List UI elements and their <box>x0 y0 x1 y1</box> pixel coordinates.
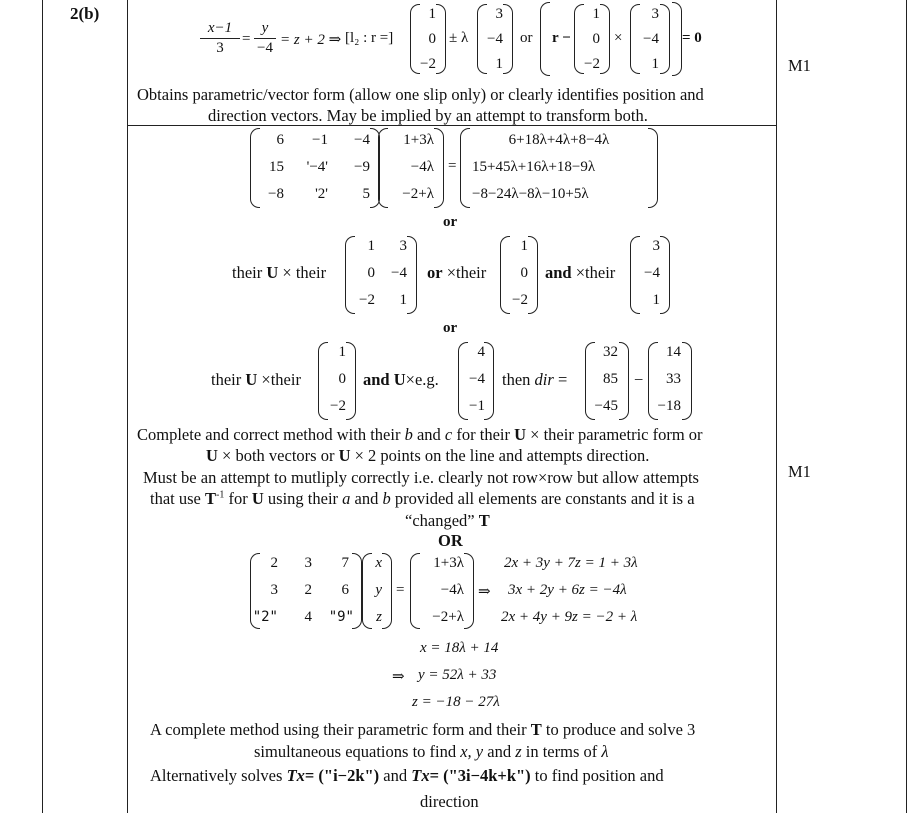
matrix-cell: 15 <box>269 159 284 175</box>
vec-cell: −2 <box>330 398 346 414</box>
or-text-2: or <box>443 320 458 336</box>
or-text: or <box>520 30 533 46</box>
bracket-left <box>410 553 420 629</box>
matrix-cell: 3 <box>304 555 312 571</box>
matrix-cell: −1 <box>312 132 328 148</box>
equation-1: 2x + 3y + 7z = 1 + 3λ <box>504 555 638 571</box>
bracket-right <box>382 553 392 629</box>
vec-cell: −4λ <box>410 159 434 175</box>
table-border-left <box>42 0 43 813</box>
final-text-4: direction <box>420 792 479 811</box>
matrix-cell: −2 <box>359 292 375 308</box>
matrix-cell: −8 <box>268 186 284 202</box>
vec-cell: 1+3λ <box>403 132 434 148</box>
vec-cell: 1 <box>651 56 659 72</box>
vec-cell: z <box>376 609 382 625</box>
bracket-right <box>672 2 682 76</box>
matrix-cell: −9 <box>354 159 370 175</box>
text: provided all elements are constants and it is a <box>394 489 695 508</box>
note-line-1: Obtains parametric/vector form (allow one slip only) or clearly identifies position and <box>137 85 704 104</box>
fraction-x <box>200 20 240 57</box>
equation-rest: = z + 2 ⇒ <box>280 32 342 48</box>
bracket-right <box>484 342 494 420</box>
bracket-left <box>378 128 388 208</box>
vector-expr: = ("i−2k") <box>304 766 380 785</box>
final-text-2 <box>254 742 609 762</box>
bracket-right <box>600 4 610 74</box>
bracket-left <box>345 236 355 314</box>
matrix-cell: 7 <box>341 555 349 571</box>
param-vector <box>378 128 444 208</box>
mark-2: M1 <box>788 462 811 481</box>
bracket-right <box>434 128 444 208</box>
bold-u: U <box>393 370 406 389</box>
implies-sign: ⇒ <box>392 669 405 685</box>
or-heading: OR <box>438 531 463 550</box>
bracket-right <box>660 4 670 74</box>
table-border-right <box>906 0 907 813</box>
result-vector <box>460 128 658 208</box>
vec-cell: 0 <box>338 371 346 387</box>
final-text-3 <box>150 766 664 786</box>
their-u-their-2 <box>211 370 301 390</box>
text: ×their <box>261 370 301 389</box>
bold-u: U <box>206 446 218 465</box>
text: ×e.g. <box>405 370 439 389</box>
matrix-cell: 4 <box>304 609 312 625</box>
matrix-cell: 3 <box>270 582 278 598</box>
bracket-right <box>503 4 513 74</box>
vector-c <box>458 342 494 420</box>
matrix-cell: 6 <box>276 132 284 148</box>
table-divider-marks <box>776 0 777 813</box>
frac-den: 3 <box>216 40 224 56</box>
bracket-left <box>540 2 550 76</box>
text: simultaneous equations to find <box>254 742 457 761</box>
var-z: z <box>515 742 522 761</box>
plus-minus-lambda: ± λ <box>449 30 469 46</box>
note-line-2: direction vectors. May be implied by an attempt to transform both. <box>208 106 648 125</box>
vec-cell: 1 <box>652 292 660 308</box>
bracket-left <box>500 236 510 314</box>
vars-xy: x, y <box>460 742 484 761</box>
param-vector-2 <box>410 553 474 629</box>
solution-x: x = 18λ + 14 <box>420 640 499 656</box>
vec-cell: −18 <box>657 398 681 414</box>
bracket-left <box>585 342 595 420</box>
position-vector <box>410 4 446 74</box>
frac-bar <box>254 38 276 39</box>
text: Alternatively solves <box>150 766 283 785</box>
text: ×their <box>575 263 616 282</box>
vec-cell: 3 <box>652 238 660 254</box>
vec-cell: −1 <box>469 398 485 414</box>
vec-cell: 1+3λ <box>433 555 464 571</box>
equals-sign: = <box>396 582 405 598</box>
vector-expr: = ("3i−4k+k") <box>429 766 531 785</box>
bold-t: T <box>530 720 542 739</box>
solution-y: y = 52λ + 33 <box>418 667 497 683</box>
text: A complete method using their parametric form and their <box>150 720 527 739</box>
their-u-their <box>232 263 326 283</box>
or-their <box>427 263 486 283</box>
bracket-right <box>346 342 356 420</box>
text: for <box>228 489 248 508</box>
matrix-t <box>250 128 380 208</box>
equals-sign: = <box>448 158 457 174</box>
tx: Tx <box>411 766 430 785</box>
vector-e <box>648 342 692 420</box>
vec-cell: −45 <box>594 398 618 414</box>
text: then <box>502 370 531 389</box>
equation-3: 2x + 4y + 9z = −2 + λ <box>501 609 638 625</box>
bracket-left <box>410 4 420 74</box>
direction-vector <box>477 4 513 74</box>
text: to find position and <box>534 766 664 785</box>
lambda: λ <box>601 742 609 761</box>
vec-cell: −2 <box>420 56 436 72</box>
matrix-cell: 3 <box>399 238 407 254</box>
solution-z: z = −18 − 27λ <box>412 694 500 710</box>
and-text: and <box>363 370 390 389</box>
vec-cell: 1 <box>520 238 528 254</box>
minus-sign: − <box>634 370 644 389</box>
matrix-cell: '2' <box>315 186 328 202</box>
text: × both vectors or <box>222 446 335 465</box>
matrix-cell: "2" <box>252 609 278 625</box>
and-their <box>545 263 615 283</box>
vec-cell: 85 <box>603 371 618 387</box>
bracket-left <box>362 553 372 629</box>
text: that use <box>150 489 201 508</box>
bracket-right <box>660 236 670 314</box>
method-text-5 <box>405 511 490 531</box>
vec-cell: 15+45λ+16λ+18−9λ <box>472 159 596 175</box>
var-c: c <box>444 425 453 444</box>
matrix-cell: '−4' <box>306 159 328 175</box>
vec-cell: −4 <box>643 31 659 47</box>
bracket-right <box>464 553 474 629</box>
bracket-right <box>528 236 538 314</box>
equals: = <box>557 370 568 389</box>
bracket-right <box>407 236 417 314</box>
vec-cell: 1 <box>592 6 600 22</box>
line-label: [l₂ : r =] <box>345 30 394 46</box>
times-sign: × <box>614 30 623 46</box>
frac-num: y <box>261 20 269 36</box>
vec-cell: 0 <box>428 31 436 47</box>
text: to produce and solve 3 <box>545 720 696 739</box>
equation-2: 3x + 2y + 6z = −4λ <box>508 582 627 598</box>
text: × their <box>282 263 327 282</box>
r-minus: r − <box>552 30 571 46</box>
vec-cell: 1 <box>338 344 346 360</box>
fraction-y <box>254 20 276 57</box>
bold-u: U <box>338 446 351 465</box>
bracket-left <box>477 4 487 74</box>
vector-a-2 <box>318 342 356 420</box>
vector-b <box>630 236 670 314</box>
bracket-right <box>436 4 446 74</box>
bracket-left <box>648 342 658 420</box>
text: using their <box>267 489 339 508</box>
text: and <box>354 489 379 508</box>
vec-cell: −2+λ <box>402 186 434 202</box>
vec-cell: 6+18λ+4λ+8−4λ <box>508 132 610 148</box>
vec-cell: 32 <box>603 344 618 360</box>
vec-cell: −2 <box>584 56 600 72</box>
matrix-cell: 2 <box>270 555 278 571</box>
bracket-right <box>619 342 629 420</box>
or-text: or <box>427 263 443 282</box>
bracket-left <box>318 342 328 420</box>
matrix-cell: "9" <box>328 609 354 625</box>
vec-cell: 1 <box>495 56 503 72</box>
vec-cell: 1 <box>428 6 436 22</box>
vec-cell: −4 <box>487 31 503 47</box>
matrix-cell: 5 <box>362 186 370 202</box>
vec-cell: 0 <box>520 265 528 281</box>
matrix-cell: 2 <box>304 582 312 598</box>
frac-num: x−1 <box>207 20 233 36</box>
matrix-t2 <box>250 553 362 629</box>
matrix-cell: 1 <box>399 292 407 308</box>
bold-u: U <box>266 263 279 282</box>
equals-zero: = 0 <box>682 30 702 46</box>
var-a: a <box>342 489 351 508</box>
bracket-left <box>250 128 260 208</box>
vec-cell: −2+λ <box>432 609 464 625</box>
equals-sign: = <box>242 31 251 47</box>
bold-u: U <box>514 425 527 444</box>
text: ×their <box>446 263 487 282</box>
vec-cell: −2 <box>512 292 528 308</box>
method-text-4 <box>150 489 695 509</box>
text: and <box>487 742 512 761</box>
method-text-2 <box>206 446 649 466</box>
table-divider-question <box>127 0 128 813</box>
matrix-cell: 6 <box>341 582 349 598</box>
method-text-3: Must be an attempt to mutliply correctly i.e. clearly not row×row but allow attempts <box>143 468 699 487</box>
text: × their parametric form or <box>530 425 703 444</box>
direction-vector-2 <box>630 4 670 74</box>
vector-d <box>585 342 629 420</box>
bracket-left <box>630 4 640 74</box>
vec-cell: −4λ <box>440 582 464 598</box>
matrix-cell: 1 <box>367 238 375 254</box>
bold-u: U <box>245 370 258 389</box>
vec-cell: 0 <box>592 31 600 47</box>
bracket-right <box>682 342 692 420</box>
vec-cell: 3 <box>495 6 503 22</box>
bracket-left <box>574 4 584 74</box>
frac-den: −4 <box>257 40 273 56</box>
text: × 2 points on the line and attempts direction. <box>354 446 650 465</box>
bracket-left <box>630 236 640 314</box>
mark-1: M1 <box>788 56 811 75</box>
var-b: b <box>404 425 413 444</box>
matrix-cell: −4 <box>354 132 370 148</box>
method-text-1 <box>137 425 703 445</box>
or-text-1: or <box>443 214 458 230</box>
final-text-1 <box>150 720 695 740</box>
xyz-vector <box>362 553 392 629</box>
vec-cell: −8−24λ−8λ−10+5λ <box>472 186 589 202</box>
text: and <box>416 425 441 444</box>
bracket-left <box>458 342 468 420</box>
text: their <box>232 263 263 282</box>
text: and <box>383 766 408 785</box>
tx: Tx <box>286 766 305 785</box>
bold-u: U <box>251 489 264 508</box>
bold-t: T <box>205 489 217 508</box>
vec-cell: y <box>375 582 382 598</box>
text: Complete and correct method with their <box>137 425 401 444</box>
text: their <box>211 370 242 389</box>
matrix-cell: 0 <box>367 265 375 281</box>
superscript: -1 <box>216 489 225 501</box>
text: in terms of <box>525 742 598 761</box>
vec-cell: −4 <box>469 371 485 387</box>
vec-cell: −4 <box>644 265 660 281</box>
then-dir <box>502 370 567 390</box>
position-vector-2 <box>574 4 610 74</box>
and-u-eg <box>363 370 439 390</box>
vec-cell: 3 <box>651 6 659 22</box>
vec-cell: 14 <box>666 344 681 360</box>
matrix-3x2 <box>345 236 417 314</box>
and-text: and <box>545 263 572 282</box>
matrix-cell: −4 <box>391 265 407 281</box>
var-b: b <box>382 489 391 508</box>
vector-a <box>500 236 538 314</box>
text: for their <box>456 425 510 444</box>
implies-sign: ⇒ <box>478 584 491 600</box>
vec-cell: 33 <box>666 371 681 387</box>
bold-t: T <box>478 511 490 530</box>
vec-cell: 4 <box>477 344 485 360</box>
vec-cell: x <box>375 555 382 571</box>
question-number: 2(b) <box>70 4 100 23</box>
frac-bar <box>200 38 240 39</box>
dir-label: dir <box>534 370 554 389</box>
text: “changed” <box>405 511 475 530</box>
